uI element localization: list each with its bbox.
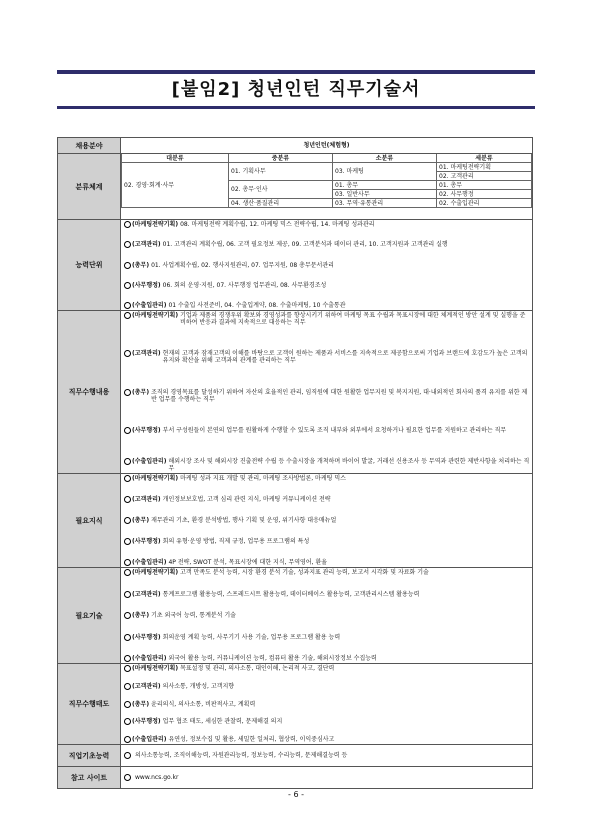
list-item: (고객관리) 개인정보보호법, 고객 심리 관련 지식, 마케팅 커뮤니케이션 전략 bbox=[121, 495, 532, 503]
section-row-units bbox=[58, 220, 533, 311]
circle-bullet-icon bbox=[124, 634, 131, 641]
detail-class-4: 02. 사무행정 bbox=[437, 190, 532, 199]
section-row-duties bbox=[58, 311, 533, 474]
circle-bullet-icon bbox=[124, 302, 131, 309]
circle-bullet-icon bbox=[124, 350, 131, 357]
classification-label: 분류체계 bbox=[58, 154, 121, 220]
detail-class-2: 02. 고객관리 bbox=[437, 172, 532, 181]
list-item: (수출입관리) 외국어 활용 능력, 커뮤니케이션 능력, 컴퓨터 활용 기술, 해외시장정보 수집능력 bbox=[121, 654, 532, 662]
title-top-rule bbox=[57, 70, 535, 74]
circle-bullet-icon bbox=[124, 496, 131, 503]
circle-bullet-icon bbox=[124, 389, 131, 396]
field-row bbox=[58, 138, 533, 154]
circle-bullet-icon bbox=[124, 517, 131, 524]
page-title: [붙임2] 청년인턴 직무기술서 bbox=[171, 79, 421, 100]
list-item: (마케팅전략기획) 기업과 제품의 경쟁우위 확보와 경영성과를 향상시키기 위하여 마케팅 목표 수립과 목표시장에 대한 체계적인 방안 설계 및 실행을 준비하여 반응과 결과에 지속적으로 대응하는 직무 bbox=[121, 311, 532, 326]
list-item: (마케팅전략기획) 목표설정 및 관리, 의사소통, 대인이해, 논리적 사고, 결단력 bbox=[121, 664, 532, 672]
circle-bullet-icon bbox=[124, 427, 131, 434]
section-label: 직무수행내용 bbox=[58, 311, 121, 474]
detail-class-5: 02. 수출입관리 bbox=[437, 199, 532, 208]
circle-bullet-icon bbox=[124, 458, 131, 465]
circle-bullet-icon bbox=[124, 312, 131, 319]
circle-bullet-icon bbox=[124, 241, 131, 248]
middle-class-1: 01. 기획사무 bbox=[229, 163, 333, 181]
small-class-3: 03. 일반사무 bbox=[333, 190, 437, 199]
list-item: (마케팅전략기획) 마케팅 성과 지표 개발 및 관리, 마케팅 조사방법론, 마케팅 믹스 bbox=[121, 474, 532, 482]
circle-bullet-icon bbox=[124, 701, 131, 708]
small-class-2: 01. 총무 bbox=[333, 181, 437, 190]
small-class-4: 03. 무역·유통관리 bbox=[333, 199, 437, 208]
section-row-knowledge bbox=[58, 474, 533, 568]
section-label: 직무수행태도 bbox=[58, 664, 121, 745]
section-row-skills bbox=[58, 568, 533, 664]
section-label: 필요기술 bbox=[58, 568, 121, 664]
middle-class-3: 04. 생산·품질관리 bbox=[229, 199, 333, 208]
section-row-attitude bbox=[58, 664, 533, 745]
circle-bullet-icon bbox=[124, 683, 131, 690]
col-header-small: 소분류 bbox=[333, 154, 437, 163]
page-number: - 6 - bbox=[288, 790, 304, 799]
major-class: 02. 경영·회계·사무 bbox=[122, 163, 229, 208]
circle-bullet-icon bbox=[124, 569, 131, 576]
reference-link[interactable]: www.ncs.go.kr bbox=[135, 774, 179, 781]
list-item: (수출입관리) 해외시장 조사 및 해외시장 진출전략 수립 등 수출시장을 개척하며 바이어 발굴, 거래선 신용조사 등 무역과 관련한 제반사항을 처리하는 직무 bbox=[121, 457, 532, 472]
classification-cell bbox=[121, 154, 533, 220]
list-item: (고객관리) 현재의 고객과 잠재고객의 이해를 바탕으로 고객이 원하는 제품과 서비스를 지속적으로 제공함으로써 기업과 브랜드에 호감도가 높은 고객의 유지와 확산을 위해 고객과의 관계를 관리하는 직무 bbox=[121, 349, 532, 364]
list-item: (마케팅전략기획) 08. 마케팅전략 계획수립, 12. 마케팅 믹스 전략수립, 14. 마케팅 성과관리 bbox=[121, 220, 532, 228]
reference-row bbox=[58, 767, 533, 789]
list-item: (총무) 윤리의식, 의사소통, 비판적사고, 계획력 bbox=[121, 700, 532, 708]
list-item: (사무행정) 부서 구성원들이 본연의 업무를 원활하게 수행할 수 있도록 조직 내부와 외부에서 요청하거나 필요한 업무를 지원하고 관리하는 직무 bbox=[121, 426, 532, 434]
field-label: 채용분야 bbox=[58, 138, 121, 154]
basic-ability-row bbox=[58, 745, 533, 767]
section-label: 능력단위 bbox=[58, 220, 121, 311]
reference-label: 참고 사이트 bbox=[58, 767, 121, 789]
col-header-middle: 중분류 bbox=[229, 154, 333, 163]
circle-bullet-icon bbox=[124, 718, 131, 725]
basic-ability-text: 의사소통능력, 조직이해능력, 자원관리능력, 정보능력, 수리능력, 문제해결능력 등 bbox=[135, 752, 348, 759]
col-header-major: 대분류 bbox=[122, 154, 229, 163]
list-item: (마케팅전략기획) 고객 만족도 분석 능력, 시장 환경 분석 기술, 성과지표 관리 능력, 보고서 시각화 및 자료화 기술 bbox=[121, 568, 532, 576]
circle-bullet-icon bbox=[124, 221, 131, 228]
circle-bullet-icon bbox=[124, 475, 131, 482]
list-item: (사무행정) 06. 회의 운영·지원, 07. 사무행정 업무관리, 08. 사무환경조성 bbox=[121, 281, 532, 289]
list-item: (수출입관리) 4P 전략, SWOT 분석, 목표시장에 대한 지식, 무역영어, 환율 bbox=[121, 558, 532, 566]
circle-bullet-icon bbox=[124, 774, 131, 781]
list-item: (총무) 조직의 경영목표를 달성하기 위하여 자산의 효율적인 관리, 임직원에 대한 원활한 업무지원 및 복지지원, 대·내외적인 회사의 품격 유지를 위한 제반 업무를 수행하는 직무 bbox=[121, 388, 532, 403]
list-item: (사무행정) 회의 유형·운영 방법, 직제 규정, 업무용 프로그램의 특성 bbox=[121, 537, 532, 545]
list-item: (수출입관리) 01 수출입 사전준비, 04. 수출입계약, 08. 수출마케팅, 10 수출통관 bbox=[121, 301, 532, 309]
circle-bullet-icon bbox=[124, 655, 131, 662]
circle-bullet-icon bbox=[124, 752, 131, 759]
basic-ability-label: 직업기초능력 bbox=[58, 745, 121, 767]
small-class-1: 03. 마케팅 bbox=[333, 163, 437, 181]
col-header-detail: 세분류 bbox=[437, 154, 532, 163]
field-value: 청년인턴(체험형) bbox=[121, 138, 533, 154]
job-description-table bbox=[57, 137, 533, 789]
classification-table bbox=[121, 154, 532, 208]
circle-bullet-icon bbox=[124, 262, 131, 269]
title-bottom-rule bbox=[57, 106, 535, 109]
list-item: (고객관리) 의사소통, 개방성, 고객지향 bbox=[121, 682, 532, 690]
list-item: (총무) 재무관리 기초, 환경 분석방법, 행사 기획 및 운영, 위기사항 대응매뉴얼 bbox=[121, 516, 532, 524]
list-item: (총무) 기초 외국어 능력, 통계분석 기술 bbox=[121, 611, 532, 619]
circle-bullet-icon bbox=[124, 736, 131, 743]
circle-bullet-icon bbox=[124, 612, 131, 619]
list-item: (고객관리) 01. 고객관리 계획수립, 06. 고객 필요정보 제공, 09. 고객분석과 데이터 관리, 10. 고객지원과 고객관리 실행 bbox=[121, 240, 532, 248]
circle-bullet-icon bbox=[124, 559, 131, 566]
circle-bullet-icon bbox=[124, 665, 131, 672]
detail-class-3: 01. 총무 bbox=[437, 181, 532, 190]
list-item: (사무행정) 회의운영 계획 능력, 사무기기 사용 기술, 업무용 프로그램 활용 능력 bbox=[121, 633, 532, 641]
middle-class-2: 02. 총무·인사 bbox=[229, 181, 333, 199]
circle-bullet-icon bbox=[124, 282, 131, 289]
detail-class-1: 01. 마케팅전략기획 bbox=[437, 163, 532, 172]
circle-bullet-icon bbox=[124, 538, 131, 545]
classification-row bbox=[58, 154, 533, 220]
list-item: (수출입관리) 유연성, 정보수집 및 활용, 세밀한 일처리, 협상력, 이익중심사고 bbox=[121, 735, 532, 743]
section-label: 필요지식 bbox=[58, 474, 121, 568]
circle-bullet-icon bbox=[124, 591, 131, 598]
list-item: (사무행정) 업무 협조 태도, 세심한 관찰력, 문제해결 의지 bbox=[121, 717, 532, 725]
list-item: (고객관리) 통계프로그램 활용능력, 스프레드시트 활용능력, 데이터베이스 활용능력, 고객관리시스템 활용능력 bbox=[121, 590, 532, 598]
list-item: (총무) 01. 사업계획수립, 02. 행사지원관리, 07. 업무지원, 08 총무문서관리 bbox=[121, 261, 532, 269]
